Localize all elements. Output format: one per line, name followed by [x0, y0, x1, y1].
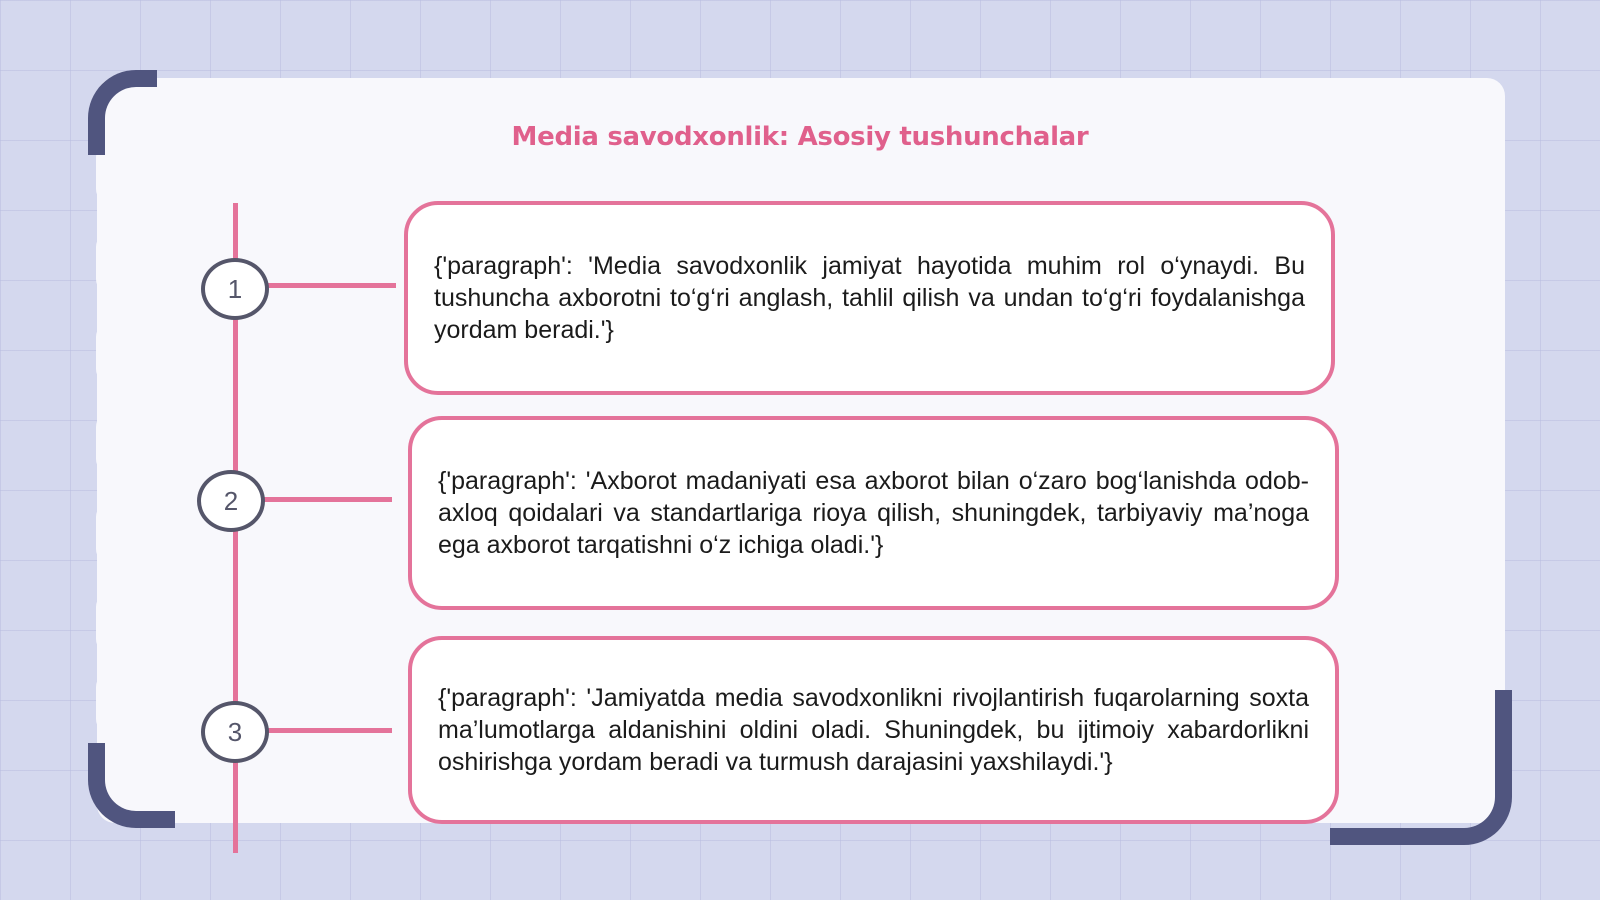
content-box [408, 636, 1339, 824]
paper-scallop [96, 592, 126, 654]
paper-scallop [96, 232, 126, 294]
content-paragraph: {'paragraph': 'Axborot madaniyati esa axborot bilan o‘zaro bog‘lanishda odob-axloq qoidalari va standartlariga rioya qilish, shuningdek, tarbiyaviy ma’noga ega axborot tarqatishni o‘z ichiga oladi.'} [438, 467, 1309, 559]
paper-scallop [96, 412, 126, 474]
timeline-connector [266, 283, 396, 288]
content-box [404, 201, 1335, 395]
step-number-marker: 2 [197, 470, 265, 532]
corner-bracket-bottom-right [1330, 690, 1512, 845]
timeline-connector [262, 497, 392, 502]
slide-title: Media savodxonlik: Asosiy tushunchalar [511, 122, 1089, 152]
step-number-marker: 1 [201, 258, 269, 320]
content-box [408, 416, 1339, 610]
content-paragraph: {'paragraph': 'Media savodxonlik jamiyat hayotida muhim rol o‘ynaydi. Bu tushuncha axborotni to‘g‘ri anglash, tahlil qilish va undan to‘g‘ri foydalanishga yordam beradi.'} [434, 252, 1305, 344]
timeline-connector [266, 728, 392, 733]
paper-scallop [96, 672, 126, 734]
content-paragraph: {'paragraph': 'Jamiyatda media savodxonlikni rivojlantirish fuqarolarning soxta ma’lumotlarga aldanishini oldini oladi. Shuningdek, bu ijtimoiy xabardorlikni oshirishga yordam beradi va turmush darajasini yaxshilaydi.'} [438, 684, 1309, 776]
paper-scallop [96, 322, 126, 384]
step-number-marker: 3 [201, 701, 269, 763]
paper-scallop [96, 502, 126, 564]
corner-bracket-top-left [88, 70, 157, 155]
